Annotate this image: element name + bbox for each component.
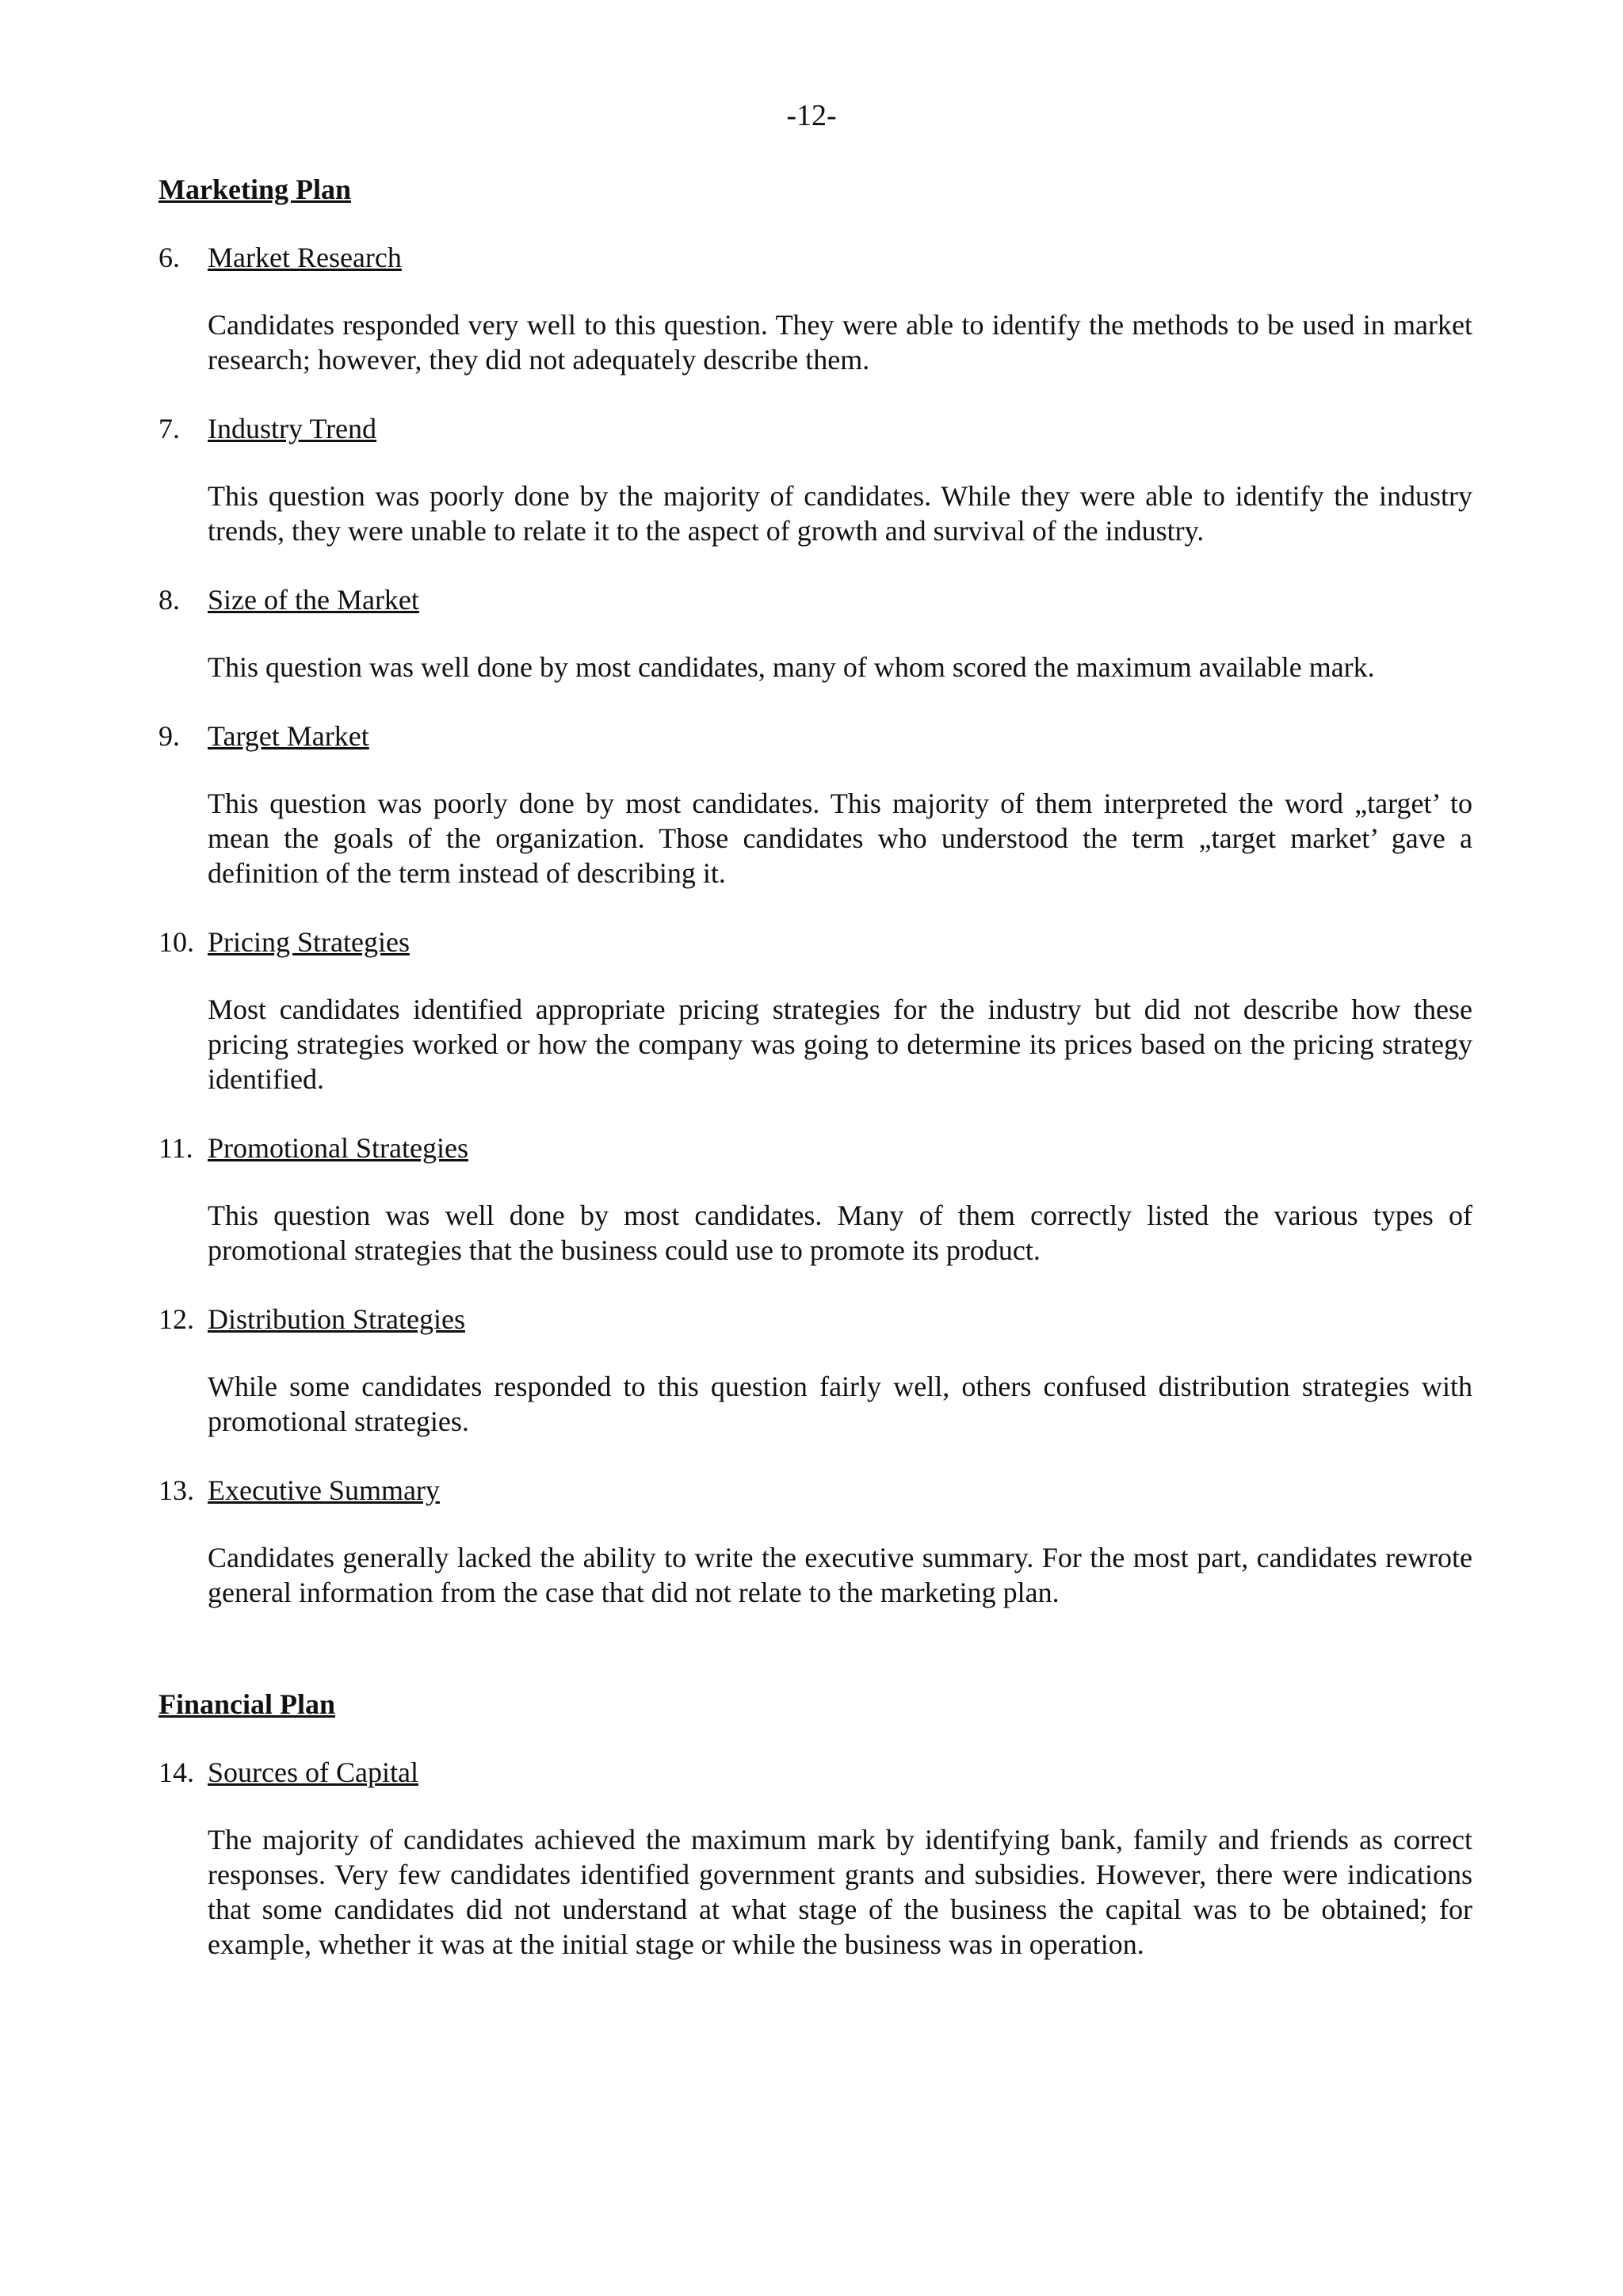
item-body: This question was well done by most candidates. Many of them correctly listed the various types of promotional strategies that the business could use to promote its product. bbox=[208, 1199, 1472, 1266]
item-number: 9. bbox=[158, 720, 180, 752]
item-body: Most candidates identified appropriate pricing strategies for the industry but did not describe how these pricing strategies worked or how the company was going to determine its prices based on the pricing strategy identified. bbox=[208, 994, 1472, 1095]
section-heading: Marketing Plan bbox=[158, 174, 351, 205]
item-title: Size of the Market bbox=[208, 584, 419, 616]
item-target-market bbox=[158, 718, 1472, 891]
item-title: Market Research bbox=[208, 242, 402, 273]
item-body: While some candidates responded to this question fairly well, others confused distribution strategies with promotional strategies. bbox=[208, 1371, 1472, 1437]
item-executive-summary bbox=[158, 1472, 1472, 1610]
section-financial-plan bbox=[158, 1686, 1472, 1962]
item-title: Pricing Strategies bbox=[208, 926, 410, 958]
item-body: Candidates responded very well to this question. They were able to identify the methods to be used in market research; however, they did not adequately describe them. bbox=[208, 309, 1472, 376]
item-industry-trend bbox=[158, 410, 1472, 548]
item-body: This question was poorly done by most candidates. This majority of them interpreted the word „target’ to mean the goals of the organization. Those candidates who understood the term „target market’ gave a definition of the term instead of describing it. bbox=[208, 788, 1472, 889]
item-number: 11. bbox=[158, 1132, 193, 1164]
item-number: 10. bbox=[158, 926, 194, 958]
item-title: Promotional Strategies bbox=[208, 1132, 468, 1164]
item-number: 12. bbox=[158, 1303, 194, 1335]
item-promotional-strategies bbox=[158, 1130, 1472, 1268]
item-number: 8. bbox=[158, 584, 180, 616]
item-title: Industry Trend bbox=[208, 413, 377, 444]
item-number: 13. bbox=[158, 1474, 194, 1506]
item-number: 6. bbox=[158, 242, 180, 273]
item-size-of-market bbox=[158, 582, 1472, 685]
item-title: Target Market bbox=[208, 720, 369, 752]
page-content bbox=[158, 171, 1472, 1995]
item-distribution-strategies bbox=[158, 1301, 1472, 1439]
section-heading: Financial Plan bbox=[158, 1688, 336, 1720]
item-title: Sources of Capital bbox=[208, 1756, 418, 1788]
item-body: This question was well done by most candidates, many of whom scored the maximum available mark. bbox=[208, 651, 1375, 683]
section-marketing-plan bbox=[158, 171, 1472, 1610]
item-pricing-strategies bbox=[158, 924, 1472, 1097]
item-body: Candidates generally lacked the ability to write the executive summary. For the most part, candidates rewrote general information from the case that did not relate to the marketing plan. bbox=[208, 1542, 1472, 1608]
item-number: 14. bbox=[158, 1756, 194, 1788]
item-body: The majority of candidates achieved the maximum mark by identifying bank, family and friends as correct responses. Very few candidates identified government grants and subsidies. However, there were indications that some candidates did not understand at what stage of the business the capital was to be obtained; for example, whether it was at the initial stage or while the business was in operation. bbox=[208, 1824, 1472, 1960]
page-number: -12- bbox=[786, 99, 837, 132]
item-title: Executive Summary bbox=[208, 1474, 440, 1506]
item-sources-of-capital bbox=[158, 1754, 1472, 1962]
item-market-research bbox=[158, 239, 1472, 377]
item-title: Distribution Strategies bbox=[208, 1303, 465, 1335]
item-number: 7. bbox=[158, 413, 180, 444]
item-body: This question was poorly done by the majority of candidates. While they were able to identify the industry trends, they were unable to relate it to the aspect of growth and survival of the industry. bbox=[208, 480, 1472, 547]
